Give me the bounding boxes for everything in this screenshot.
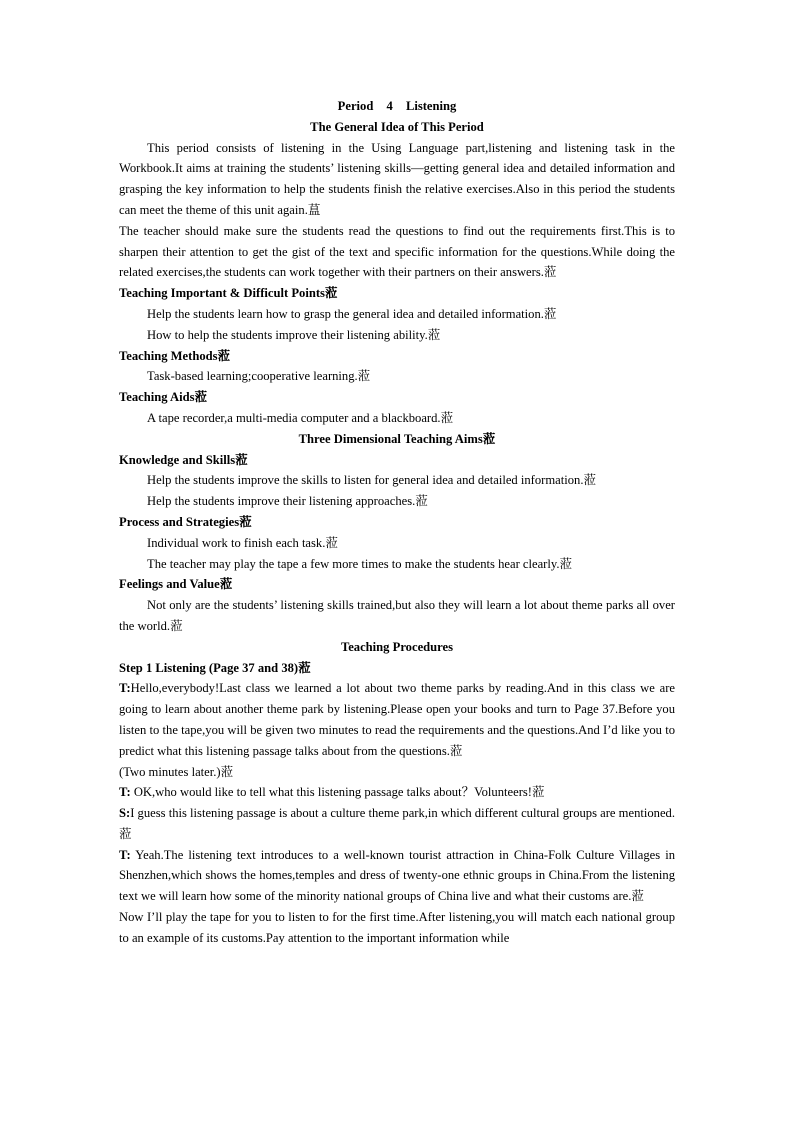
teacher-text: OK,who would like to tell what this listening passage talks about？Volunteers!蒞 — [133, 785, 545, 800]
student-line — [119, 803, 675, 845]
procedures-title: Teaching Procedures — [340, 639, 454, 654]
important-point-item: Help the students learn how to grasp the general idea and detailed information.蒞 — [147, 306, 557, 321]
three-aims-heading: Three Dimensional Teaching Aims蒞 — [298, 431, 496, 446]
process-item: The teacher may play the tape a few more times to make the students hear clearly.蒞 — [147, 556, 573, 571]
aids-heading: Teaching Aids蒞 — [119, 390, 208, 405]
speaker-label: S: — [119, 806, 131, 821]
speaker-label: T: — [119, 847, 131, 862]
pause-note: (Two minutes later.)蒞 — [119, 764, 234, 779]
teacher-line — [119, 678, 675, 761]
important-points-heading: Teaching Important & Difficult Points蒞 — [119, 286, 338, 301]
general-idea-heading: The General Idea of This Period — [310, 119, 484, 134]
teacher-text: Hello,everybody!Last class we learned a lot about two theme parks by reading.And in this class we are going to learn about another theme park by listening.Please open your books and turn to Page 37.Before you listen to the tape,you will be given two minutes to read the requirements and the questions.And I’d like you to predict what this listening passage talks about from the questions.蒞 — [119, 681, 675, 758]
teacher-line — [119, 845, 675, 907]
speaker-label: T: — [119, 785, 131, 800]
period-title: Period 4 Listening — [337, 99, 457, 113]
document-page — [119, 96, 675, 949]
methods-heading: Teaching Methods蒞 — [119, 348, 231, 363]
feelings-heading: Feelings and Value蒞 — [119, 577, 233, 592]
teacher-paragraph: Now I’ll play the tape for you to listen to for the first time.After listening,you will match each national group to an example of its customs.Pay attention to the important information while — [119, 910, 675, 945]
process-item: Individual work to finish each task.蒞 — [147, 535, 338, 550]
aids-item: A tape recorder,a multi-media computer and a blackboard.蒞 — [147, 410, 454, 425]
process-heading: Process and Strategies蒞 — [119, 514, 252, 529]
student-text: I guess this listening passage is about a culture theme park,in which different cultural groups are mentioned.蒞 — [119, 806, 675, 841]
step1-heading: Step 1 Listening (Page 37 and 38)蒞 — [119, 660, 311, 675]
teacher-line — [119, 782, 675, 803]
knowledge-heading: Knowledge and Skills蒞 — [119, 452, 248, 467]
methods-item: Task-based learning;cooperative learning.蒞 — [147, 369, 371, 384]
intro-paragraph-2: The teacher should make sure the students read the questions to find out the requirements first.This is to sharpen their attention to get the gist of the text and specific information for the questions.While doing the related exercises,the students can work together with their partners on their answers.蒞 — [119, 223, 675, 280]
knowledge-item: Help the students improve the skills to listen for general idea and detailed information.蒞 — [147, 473, 597, 488]
important-point-item: How to help the students improve their listening ability.蒞 — [147, 327, 441, 342]
teacher-text: Yeah.The listening text introduces to a well-known tourist attraction in China-Folk Culture Villages in Shenzhen,which shows the homes,temples and dress of twenty-one ethnic groups in China.From the listening text we will learn how some of the minority national groups of China live and what their customs are.蒞 — [119, 847, 675, 904]
feelings-paragraph: Not only are the students’ listening skills trained,but also they will learn a lot about theme parks all over the world.蒞 — [119, 598, 675, 633]
knowledge-item: Help the students improve their listening approaches.蒞 — [147, 494, 428, 509]
intro-paragraph-1: This period consists of listening in the Using Language part,listening and listening task in the Workbook.It aims at training the students’ listening skills—getting general idea and detailed information and grasping the key information to help the students finish the relative exercises.Also in this period the students can meet the theme of this unit again.蒀 — [119, 140, 675, 217]
speaker-label: T: — [119, 681, 131, 696]
